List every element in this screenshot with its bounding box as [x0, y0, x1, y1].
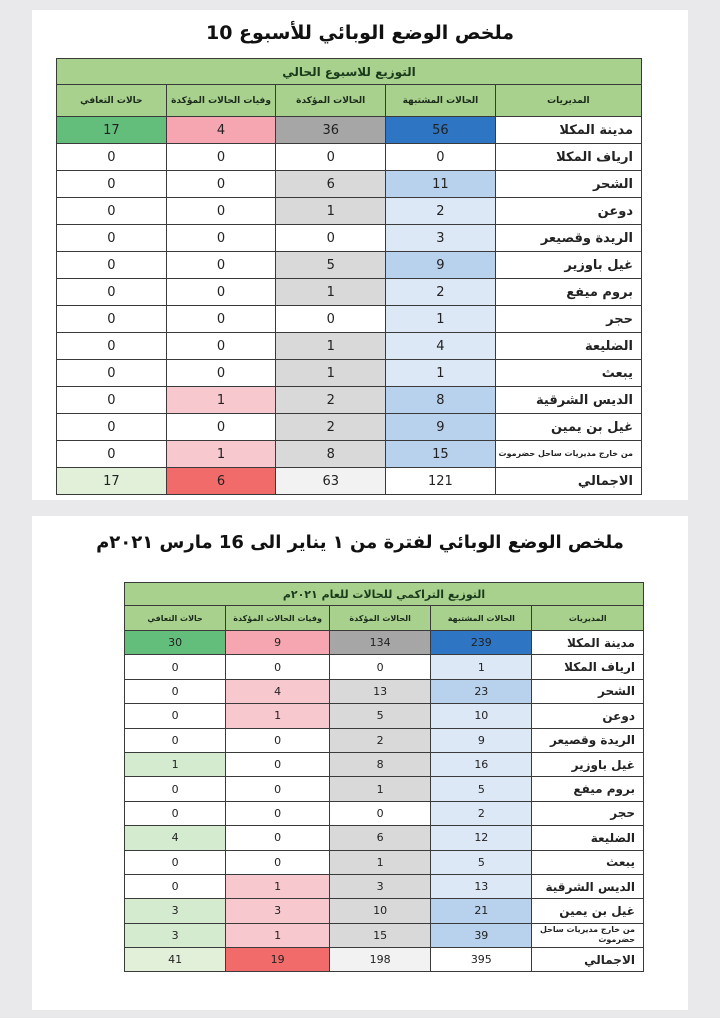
deaths-count: 0 [226, 752, 330, 776]
table-row [57, 414, 642, 441]
deaths-count: 1 [166, 387, 276, 414]
header-deaths: وفيات الحالات المؤكدة [166, 85, 276, 117]
header-suspected: الحالات المشتبهة [386, 85, 496, 117]
table-row [57, 279, 642, 306]
deaths-count: 0 [226, 777, 330, 801]
directorate-name: من خارج مديريات ساحل حضرموت [532, 923, 644, 947]
deaths-count: 0 [166, 252, 276, 279]
confirmed-count: 13 [330, 679, 431, 703]
deaths-count: 0 [166, 225, 276, 252]
directorate-name: حجر [495, 306, 641, 333]
confirmed-count: 1 [330, 777, 431, 801]
directorate-name: الضليعة [495, 333, 641, 360]
table-row [57, 252, 642, 279]
table-row [57, 171, 642, 198]
table-row [57, 225, 642, 252]
total-confirmed: 198 [330, 948, 431, 972]
weekly-table-caption: التوزيع للاسبوع الحالي [57, 59, 642, 85]
suspected-count: 3 [386, 225, 496, 252]
table-row [125, 728, 644, 752]
deaths-count: 4 [226, 679, 330, 703]
recovered-count: 17 [57, 117, 167, 144]
deaths-count: 0 [166, 360, 276, 387]
deaths-count: 0 [166, 279, 276, 306]
deaths-count: 0 [226, 801, 330, 825]
deaths-count: 0 [226, 655, 330, 679]
directorate-name: يبعث [532, 850, 644, 874]
table-row [125, 826, 644, 850]
total-recovered: 41 [125, 948, 226, 972]
weekly-summary-card [32, 10, 688, 500]
directorate-name: ارياف المكلا [532, 655, 644, 679]
confirmed-count: 2 [276, 387, 386, 414]
recovered-count: 0 [125, 728, 226, 752]
total-row [125, 948, 644, 972]
directorate-name: دوعن [495, 198, 641, 225]
deaths-count: 3 [226, 899, 330, 923]
recovered-count: 0 [57, 171, 167, 198]
directorate-name: الديس الشرقية [495, 387, 641, 414]
table-row [57, 117, 642, 144]
directorate-name: الشحر [532, 679, 644, 703]
recovered-count: 0 [125, 679, 226, 703]
header-suspected: الحالات المشتبهة [431, 606, 532, 631]
confirmed-count: 1 [276, 333, 386, 360]
directorate-name: مدينة المكلا [495, 117, 641, 144]
directorate-name: ارياف المكلا [495, 144, 641, 171]
table-row [57, 306, 642, 333]
header-confirmed: الحالات المؤكدة [330, 606, 431, 631]
suspected-count: 5 [431, 777, 532, 801]
header-directorates: المديريات [532, 606, 644, 631]
total-deaths: 6 [166, 468, 276, 495]
table-row [125, 923, 644, 947]
total-label: الاجمالي [495, 468, 641, 495]
directorate-name: مدينة المكلا [532, 631, 644, 655]
directorate-name: الديس الشرقية [532, 874, 644, 898]
deaths-count: 1 [226, 704, 330, 728]
suspected-count: 2 [386, 279, 496, 306]
suspected-count: 15 [386, 441, 496, 468]
confirmed-count: 3 [330, 874, 431, 898]
recovered-count: 0 [57, 198, 167, 225]
deaths-count: 1 [226, 874, 330, 898]
directorate-name: غيل بن يمين [495, 414, 641, 441]
confirmed-count: 0 [276, 225, 386, 252]
recovered-count: 0 [57, 387, 167, 414]
recovered-count: 0 [57, 225, 167, 252]
table-row [125, 679, 644, 703]
suspected-count: 39 [431, 923, 532, 947]
table-row [125, 777, 644, 801]
deaths-count: 4 [166, 117, 276, 144]
deaths-count: 9 [226, 631, 330, 655]
confirmed-count: 8 [276, 441, 386, 468]
weekly-summary-title: ملخص الوضع الوبائي للأسبوع 10 [205, 22, 515, 44]
cumulative-summary-card [32, 516, 688, 1010]
directorate-name: بروم ميفع [495, 279, 641, 306]
table-row [125, 801, 644, 825]
confirmed-count: 1 [276, 360, 386, 387]
suspected-count: 16 [431, 752, 532, 776]
cumulative-distribution-table [124, 582, 644, 972]
deaths-count: 0 [166, 198, 276, 225]
confirmed-count: 1 [276, 279, 386, 306]
total-deaths: 19 [226, 948, 330, 972]
suspected-count: 9 [386, 414, 496, 441]
recovered-count: 0 [57, 333, 167, 360]
recovered-count: 0 [57, 441, 167, 468]
table-row [125, 631, 644, 655]
directorate-name: بروم ميفع [532, 777, 644, 801]
recovered-count: 0 [125, 874, 226, 898]
suspected-count: 1 [386, 360, 496, 387]
suspected-count: 2 [386, 198, 496, 225]
confirmed-count: 2 [330, 728, 431, 752]
header-directorates: المديريات [495, 85, 641, 117]
confirmed-count: 0 [276, 144, 386, 171]
table-row [125, 874, 644, 898]
recovered-count: 0 [57, 252, 167, 279]
table-row [57, 387, 642, 414]
suspected-count: 4 [386, 333, 496, 360]
total-row [57, 468, 642, 495]
table-row [125, 899, 644, 923]
header-recovered: حالات التعافي [57, 85, 167, 117]
deaths-count: 0 [166, 333, 276, 360]
header-recovered: حالات التعافي [125, 606, 226, 631]
recovered-count: 4 [125, 826, 226, 850]
total-recovered: 17 [57, 468, 167, 495]
table-row [125, 752, 644, 776]
deaths-count: 0 [166, 171, 276, 198]
header-confirmed: الحالات المؤكدة [276, 85, 386, 117]
confirmed-count: 0 [276, 306, 386, 333]
suspected-count: 13 [431, 874, 532, 898]
confirmed-count: 8 [330, 752, 431, 776]
recovered-count: 1 [125, 752, 226, 776]
table-row [57, 441, 642, 468]
total-label: الاجمالي [532, 948, 644, 972]
header-deaths: وفيات الحالات المؤكدة [226, 606, 330, 631]
directorate-name: يبعث [495, 360, 641, 387]
confirmed-count: 2 [276, 414, 386, 441]
confirmed-count: 0 [330, 801, 431, 825]
suspected-count: 56 [386, 117, 496, 144]
confirmed-count: 0 [330, 655, 431, 679]
deaths-count: 0 [166, 414, 276, 441]
deaths-count: 0 [226, 728, 330, 752]
deaths-count: 1 [166, 441, 276, 468]
confirmed-count: 134 [330, 631, 431, 655]
table-row [125, 655, 644, 679]
weekly-distribution-table [56, 58, 642, 495]
confirmed-count: 5 [330, 704, 431, 728]
suspected-count: 9 [431, 728, 532, 752]
confirmed-count: 5 [276, 252, 386, 279]
confirmed-count: 6 [330, 826, 431, 850]
cumulative-summary-title: ملخص الوضع الوبائي لفترة من ١ يناير الى 16 مارس ٢٠٢١م [96, 532, 624, 553]
table-row [57, 144, 642, 171]
recovered-count: 30 [125, 631, 226, 655]
recovered-count: 0 [57, 144, 167, 171]
directorate-name: غيل باوزير [532, 752, 644, 776]
table-row [57, 333, 642, 360]
directorate-name: دوعن [532, 704, 644, 728]
directorate-name: غيل بن يمين [532, 899, 644, 923]
deaths-count: 1 [226, 923, 330, 947]
suspected-count: 1 [386, 306, 496, 333]
recovered-count: 3 [125, 899, 226, 923]
directorate-name: الشحر [495, 171, 641, 198]
suspected-count: 239 [431, 631, 532, 655]
confirmed-count: 1 [330, 850, 431, 874]
suspected-count: 10 [431, 704, 532, 728]
deaths-count: 0 [166, 306, 276, 333]
suspected-count: 8 [386, 387, 496, 414]
suspected-count: 1 [431, 655, 532, 679]
recovered-count: 0 [125, 801, 226, 825]
table-row [57, 198, 642, 225]
confirmed-count: 10 [330, 899, 431, 923]
deaths-count: 0 [166, 144, 276, 171]
suspected-count: 23 [431, 679, 532, 703]
suspected-count: 9 [386, 252, 496, 279]
recovered-count: 0 [57, 360, 167, 387]
table-row [57, 360, 642, 387]
recovered-count: 0 [125, 777, 226, 801]
table-row [125, 850, 644, 874]
recovered-count: 0 [125, 655, 226, 679]
deaths-count: 0 [226, 826, 330, 850]
directorate-name: حجر [532, 801, 644, 825]
recovered-count: 0 [125, 704, 226, 728]
suspected-count: 12 [431, 826, 532, 850]
table-row [125, 704, 644, 728]
directorate-name: الريدة وقصيعر [495, 225, 641, 252]
total-confirmed: 63 [276, 468, 386, 495]
confirmed-count: 1 [276, 198, 386, 225]
directorate-name: غيل باوزير [495, 252, 641, 279]
directorate-name: الريدة وقصيعر [532, 728, 644, 752]
recovered-count: 0 [125, 850, 226, 874]
recovered-count: 0 [57, 414, 167, 441]
directorate-name: الضليعة [532, 826, 644, 850]
cumulative-table-caption: التوزيع التراكمي للحالات للعام ٢٠٢١م [125, 583, 644, 606]
suspected-count: 11 [386, 171, 496, 198]
total-suspected: 395 [431, 948, 532, 972]
recovered-count: 0 [57, 279, 167, 306]
confirmed-count: 36 [276, 117, 386, 144]
suspected-count: 2 [431, 801, 532, 825]
total-suspected: 121 [386, 468, 496, 495]
directorate-name: من خارج مديريات ساحل حضرموت [495, 441, 641, 468]
confirmed-count: 15 [330, 923, 431, 947]
recovered-count: 3 [125, 923, 226, 947]
confirmed-count: 6 [276, 171, 386, 198]
suspected-count: 0 [386, 144, 496, 171]
suspected-count: 5 [431, 850, 532, 874]
recovered-count: 0 [57, 306, 167, 333]
suspected-count: 21 [431, 899, 532, 923]
deaths-count: 0 [226, 850, 330, 874]
